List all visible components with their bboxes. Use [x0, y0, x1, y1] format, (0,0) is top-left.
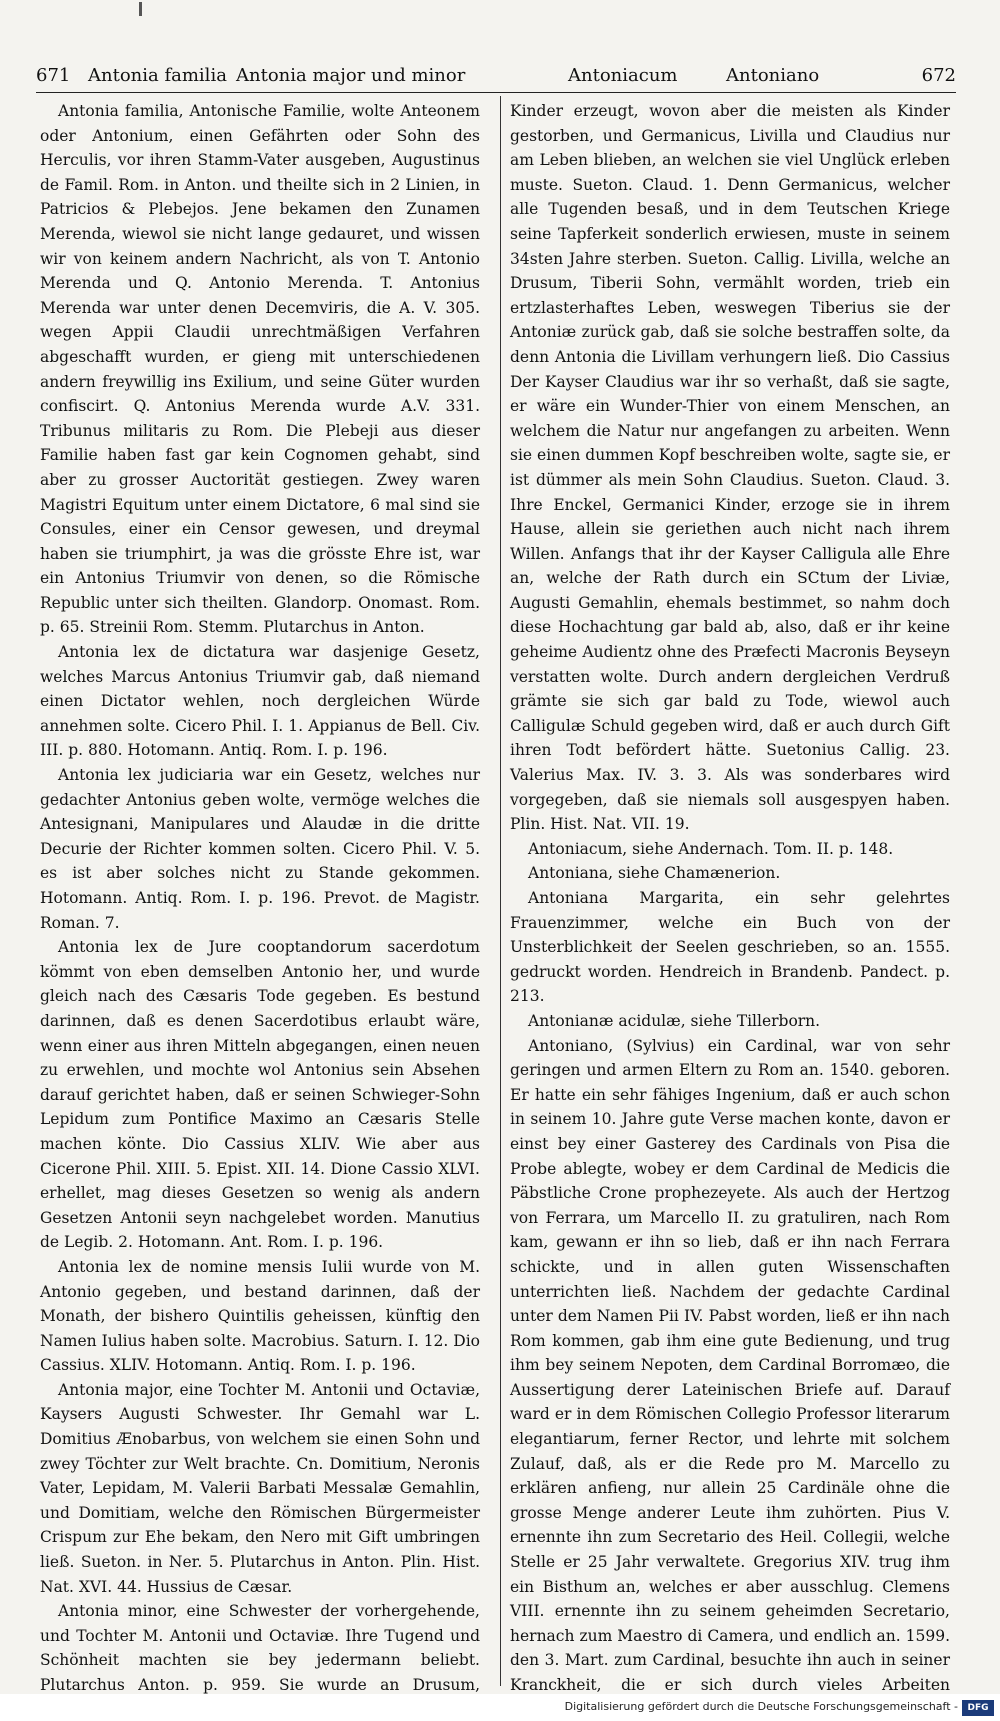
entry-antonia-lex-de-jure-cooptandorum: Antonia lex de Jure cooptandorum sacerdotum kömmt von eben demselben Antonio her, und wurde gleich nach des Cæsaris Tode gegeben. Es bestund darinnen, daß es denen Sacerdotibus erlaubt wäre, wenn einer aus ihren Mitteln abgegangen, einen neuen zu erwehlen, und mochte wol Antonius sein Absehen darauf gerichtet haben, daß er seinen Schwieger-Sohn Lepidum zum Pontifice Maximo an Cæsaris Stelle machen könte. Dio Cassius XLIV. Wie aber aus Cicerone Phil. XIII. 5. Epist. XII. 14. Dione Cassio XLVI. erhellet, mag dieses Gesetzen so wenig als andern Gesetzen Antonii seyn nachgelebet worden. Manutius de Legib. 2. Hotomann. Ant. Rom. I. p. 196.	[40, 938, 480, 1252]
right-column	[510, 99, 950, 1694]
left-header-title-2: Antonia major und minor	[236, 65, 466, 86]
entry-antonia-lex-judiciaria: Antonia lex judiciaria war ein Gesetz, welches nur gedachter Antonius geben wolte, vermöge welches die Antesignani, Manipulares und Alaudæ in die dritte Decurie der Richter kommen solten. Cicero Phil. V. 5. es ist aber solches nicht zu Stande gekommen. Hotomann. Antiq. Rom. I. p. 196. Prevot. de Magistr. Roman. 7.	[40, 766, 480, 932]
entry-antonia-familia: Antonia familia, Antonische Familie, wolte Anteonem oder Antonium, einen Gefährten oder Sohn des Herculis, vor ihren Stamm-Vater ausgeben, Augustinus de Famil. Rom. in Anton. und theilte sich in 2 Linien, in Patricios & Plebejos. Jene bekamen den Zunamen Merenda, wiewol sie nicht lange gedauret, und wissen wir von keinem andern Nachricht, als von T. Antonio Merenda und Q. Antonio Merenda. T. Antonius Merenda war unter denen Decemviris, die A. V. 305. wegen Appii Claudii unrechtmäßigen Verfahren abgeschafft wurden, er gieng mit unterschiedenen andern freywillig ins Exilium, und seine Güter wurden confiscirt. Q. Antonius Merenda wurde A.V. 331. Tribunus militaris zu Rom. Die Plebeji aus dieser Familie haben fast gar kein Cognomen gehabt, sind aber zu grosser Auctorität gestiegen. Zwey waren Magistri Equitum unter einem Dictatore, 6 mal sind sie Consules, einer ein Censor gewesen, und dreymal haben sie triumphirt, ja was die grösste Ehre ist, war ein Antonius Triumvir von denen, so die Römische Republic unter sich theilten. Glandorp. Onomast. Rom. p. 65. Streinii Rom. Stemm. Plutarchus in Anton.	[40, 102, 480, 637]
dfg-logo: DFG	[962, 1700, 994, 1716]
column-separator	[500, 96, 501, 1686]
right-header-title-2: Antoniano	[726, 65, 820, 86]
left-header-title-1: Antonia familia	[88, 65, 227, 86]
header-rule	[36, 92, 956, 93]
right-page-number: 672	[921, 65, 956, 86]
gutter-mark	[139, 2, 142, 16]
left-page-number: 671	[36, 65, 71, 86]
right-header-title-1: Antoniacum	[568, 65, 678, 86]
entry-antonia-major: Antonia major, eine Tochter M. Antonii und Octaviæ, Kaysers Augusti Schwester. Ihr Gemahl war L. Domitius Ænobarbus, von welchem sie einen Sohn und zwey Töchter zur Welt brachte. Cn. Domitium, Neronis Vater, Lepidam, M. Valerii Barbati Messalæ Gemahlin, und Domitiam, welche den Römischen Bürgermeister Crispum zur Ehe bekam, den Nero mit Gift umbringen ließ. Sueton. in Ner. 5. Plutarchus in Anton. Plin. Hist. Nat. XVI. 44. Hussius de Cæsar.	[40, 1380, 480, 1596]
entry-antoniana-margarita: Antoniana Margarita, ein sehr gelehrtes Frauenzimmer, welche ein Buch von der Unsterblichkeit der Seelen geschrieben, so an. 1555. gedruckt worden. Hendreich in Brandenb. Pandect. p. 213.	[510, 889, 950, 1006]
entry-antoniacum: Antoniacum, siehe Andernach. Tom. II. p. 148.	[528, 839, 894, 858]
digitization-footer	[0, 1696, 1000, 1721]
entry-antonia-minor: Antonia minor, eine Schwester der vorhergehende, und Tochter M. Antonii und Octaviæ. Ihre Tugend und Schönheit machten sie bey jedermann beliebt. Plutarchus Anton. p. 959. Sie wurde an Drusum,	[40, 1602, 480, 1694]
left-column	[40, 99, 480, 1694]
entry-antonia-lex-de-dictatura: Antonia lex de dictatura war dasjenige Gesetz, welches Marcus Antonius Triumvir gab, daß niemand einen Dictator wehlen, noch dergleichen Würde annehmen solte. Cicero Phil. I. 1. Appianus de Bell. Civ. III. p. 880. Hotomann. Antiq. Rom. I. p. 196.	[40, 643, 480, 760]
entry-antonianae-acidulae: Antonianæ acidulæ, siehe Tillerborn.	[528, 1011, 821, 1030]
entry-antoniana: Antoniana, siehe Chamænerion.	[528, 864, 781, 883]
entry-antonia-minor-continued: Kinder erzeugt, wovon aber die meisten als Kinder gestorben, und Germanicus, Livilla und Claudius nur am Leben blieben, an welchen sie viel Unglück erleben muste. Sueton. Claud. 1. Denn Germanicus, welcher alle Tugenden besaß, und in dem Teutschen Kriege seine Tapferkeit sonderlich erwiesen, muste in seinem 34sten Jahre sterben. Sueton. Callig. Livilla, welche an Drusum, Tiberii Sohn, vermählt worden, trieb ein ertzlasterhaftes Leben, weswegen Tiberius sie der Antoniæ zurück gab, daß sie solche bestraffen solte, da denn Antonia die Livillam verhungern ließ. Dio Cassius Der Kayser Claudius war ihr so verhaßt, daß sie sagte, er wäre ein Wunder-Thier von einem Menschen, an welchem die Natur nur angefangen zu arbeiten. Wenn sie einen dummen Kopf beschreiben wolte, sagte sie, er ist dümmer als mein Sohn Claudius. Sueton. Claud. 3. Ihre Enckel, Germanici Kinder, erzoge sie in ihrem Hause, allein sie geriethen auch nicht nach ihrem Willen. Anfangs that ihr der Kayser Calligula alle Ehre an, welche der Rath durch ein SCtum der Liviæ, Augusti Gemahlin, ehemals bestimmet, so nahm doch diese Hochachtung gar bald ab, also, daß er ihr keine geheime Audientz ohne des Præfecti Macronis Beyseyn verstatten wolte. Durch andern dergleichen Verdruß grämte sie sich gar bald zu Tode, wiewol auch Calligulæ Schuld gegeben wird, daß er auch durch Gift ihren Todt befördert hätte. Suetonius Callig. 23. Valerius Max. IV. 3. 3. Als was sonderbares wird vorgegeben, daß sie niemals soll ausgespyen haben. Plin. Hist. Nat. VII. 19.	[510, 102, 950, 834]
running-header	[36, 62, 956, 90]
entry-antonia-lex-de-nomine-mensis: Antonia lex de nomine mensis Iulii wurde von M. Antonio gegeben, und bestand darinnen, daß der Monath, der bisherо Quintilis geheissen, künftig den Namen Iulius haben solte. Macrobius. Saturn. I. 12. Dio Cassius. XLIV. Hotomann. Antiq. Rom. I. p. 196.	[40, 1257, 480, 1375]
funding-note: Digitalisierung gefördert durch die Deutsche Forschungsgemeinschaft -	[564, 1700, 958, 1713]
entry-antoniano: Antoniano, (Sylvius) ein Cardinal, war von sehr geringen und armen Eltern zu Rom an. 1540. geboren. Er hatte ein sehr fähiges Ingenium, daß er auch schon in seinem 10. Jahre gute Verse machen konte, davon er einst bey einer Gasterey des Cardinals von Pisa die Probe ablegte, wobey er dem Cardinal de Medicis die Päbstliche Crone prophezeyete. Als auch der Hertzog von Ferrara, um Marcello II. zu gratuliren, nach Rom kam, gewann er ihn so lieb, daß er ihn nach Ferrara schickte, und in allen guten Wissenschaften unterrichten ließ. Nachdem der gedachte Cardinal unter dem Namen Pii IV. Pabst worden, ließ er ihn nach Rom kommen, gab ihm eine gute Bedienung, und trug ihm bey seinem Nepoten, dem Cardinal Borromæo, die Aussertigung derer Lateinischen Briefe auf. Darauf ward er in dem Römischen Collegio Professor literarum elegantiarum, ferner Rector, und lehrte mit solchem Zulauf, daß, als er die Rede pro M. Marcello zu erklären anfieng, nur allein 25 Cardinäle ohne die grosse Menge anderer Leute ihm zuhörten. Pius V. ernennte ihn zum Secretario des Heil. Collegii, welche Stelle er 25 Jahr verwaltete. Gregorius XIV. trug ihm ein Bisthum an, welches er aber ausschlug. Clemens VIII. ernennte ihn zu seinem geheimden Secretario, hernach zum Maestro di Camera, und endlich an. 1599. den 3. Mart. zum Cardinal, besuchte ihn auch in seiner Kranckheit, die er sich durch vieles Arbeiten	[510, 1036, 950, 1694]
